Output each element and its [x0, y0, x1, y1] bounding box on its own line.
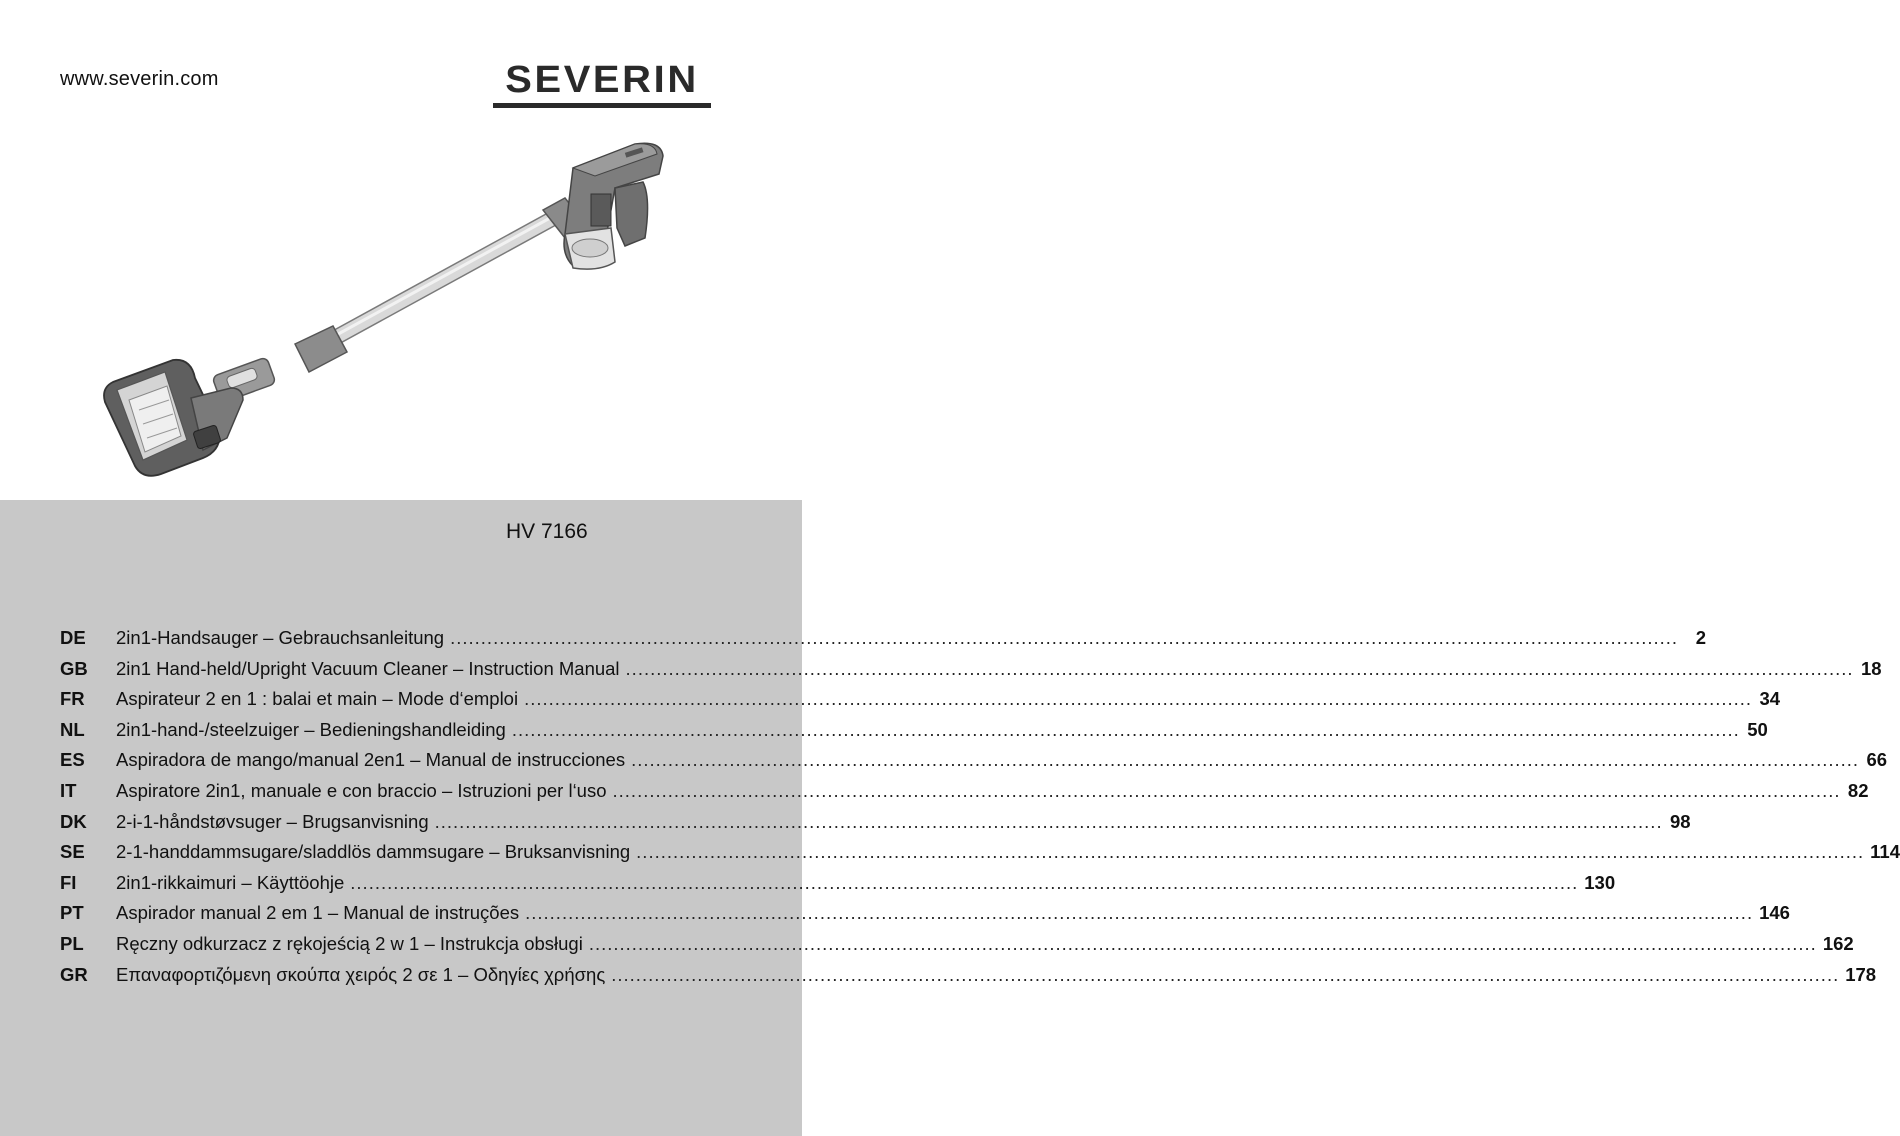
toc-page-number: 98: [1670, 810, 1691, 832]
toc-language-code: DE: [60, 627, 86, 648]
toc-language-code: PL: [60, 932, 84, 954]
toc-row-de: [60, 627, 1707, 658]
toc-page-number: 82: [1847, 779, 1869, 801]
toc-page-number: 2: [1695, 627, 1707, 648]
toc-leader-dots: ........................................................................................................................................................................................................: [450, 627, 1679, 648]
handheld-unit: [564, 143, 663, 269]
toc-page-number: 162: [1822, 932, 1854, 954]
toc-row-nl: [60, 718, 1768, 750]
toc-row-fr: [60, 688, 1781, 719]
toc-page-number: 66: [1866, 749, 1888, 771]
toc-leader-dots: ........................................................................................................................................................................................................: [434, 810, 1663, 832]
toc-title: Aspirateur 2 en 1 : balai et main – Mode d‘emploi: [116, 688, 519, 710]
toc-language-code: NL: [60, 718, 85, 740]
toc-title: 2in1-Handsauger – Gebrauchsanleitung: [116, 627, 445, 648]
model-number: HV 7166: [506, 520, 588, 543]
toc-page-number: 114: [1870, 841, 1900, 863]
toc-title: Aspiratore 2in1, manuale e con braccio – Istruzioni per l‘uso: [116, 779, 607, 801]
toc-leader-dots: ........................................................................................................................................................................................................: [636, 841, 1865, 863]
brand-logo-text: SEVERIN: [505, 59, 699, 101]
toc-title: 2-i-1-håndstøvsuger – Brugsanvisning: [116, 810, 429, 832]
toc-row-pl: [60, 932, 1854, 964]
toc-row-it: [60, 779, 1869, 811]
toc-leader-dots: ........................................................................................................................................................................................................: [612, 779, 1841, 801]
toc-language-code: GB: [60, 657, 88, 679]
toc-page-number: 34: [1759, 688, 1781, 710]
toc-row-gb: [60, 657, 1882, 689]
toc-leader-dots: ........................................................................................................................................................................................................: [511, 718, 1740, 740]
vacuum-tube: [327, 208, 565, 346]
brand-logo-underline: [493, 103, 711, 108]
toc-row-es: [60, 749, 1888, 780]
toc-title: Επαναφορτιζόμενη σκούπα χειρός 2 σε 1 – Οδηγίες χρήσης: [116, 963, 606, 985]
toc-language-code: FI: [60, 871, 77, 893]
cover-bottom-section: [0, 500, 1900, 1136]
toc-title: 2-1-handdammsugare/sladdlös dammsugare – Bruksanvisning: [116, 841, 631, 863]
toc-language-code: FR: [60, 688, 85, 710]
brand-logo: [493, 60, 711, 108]
toc-page-number: 18: [1860, 657, 1882, 679]
toc-leader-dots: ........................................................................................................................................................................................................: [631, 749, 1860, 771]
toc-leader-dots: ........................................................................................................................................................................................................: [350, 871, 1579, 893]
website-url: www.severin.com: [60, 68, 219, 90]
toc-title: 2in1-hand-/steelzuiger – Bedieningshandleiding: [116, 718, 506, 740]
vacuum-cleaner-illustration: [95, 138, 675, 518]
toc-title: Aspirador manual 2 em 1 – Manual de instruções: [116, 902, 520, 924]
toc-title: 2in1 Hand-held/Upright Vacuum Cleaner – Instruction Manual: [116, 657, 620, 679]
toc-page-number: 50: [1747, 718, 1768, 740]
toc-title: 2in1-rikkaimuri – Käyttöohje: [116, 871, 345, 893]
toc-language-code: DK: [60, 810, 87, 832]
toc-language-code: GR: [60, 963, 88, 985]
toc-title: Ręczny odkurzacz z rękojeścią 2 w 1 – Instrukcja obsługi: [116, 932, 583, 954]
toc-row-fi: [60, 871, 1616, 903]
toc-page-number: 130: [1584, 871, 1616, 893]
toc-leader-dots: ........................................................................................................................................................................................................: [525, 902, 1754, 924]
toc-leader-dots: ........................................................................................................................................................................................................: [625, 657, 1854, 679]
toc-language-code: SE: [60, 841, 85, 863]
toc-language-code: IT: [60, 779, 77, 801]
toc-row-gr: [60, 963, 1877, 995]
toc-row-pt: [60, 902, 1790, 933]
toc-page-number: 146: [1759, 902, 1790, 924]
toc-leader-dots: ........................................................................................................................................................................................................: [611, 963, 1840, 985]
toc-row-dk: [60, 810, 1691, 842]
toc-page-number: 178: [1845, 963, 1877, 985]
toc-language-code: PT: [60, 902, 84, 924]
toc-language-code: ES: [60, 749, 85, 771]
toc-leader-dots: ........................................................................................................................................................................................................: [588, 932, 1817, 954]
toc-title: Aspiradora de mango/manual 2en1 – Manual de instrucciones: [116, 749, 626, 771]
table-of-contents: [60, 627, 1900, 994]
toc-row-se: [60, 841, 1900, 872]
toc-leader-dots: ........................................................................................................................................................................................................: [524, 688, 1753, 710]
cover-top-section: [0, 0, 802, 500]
